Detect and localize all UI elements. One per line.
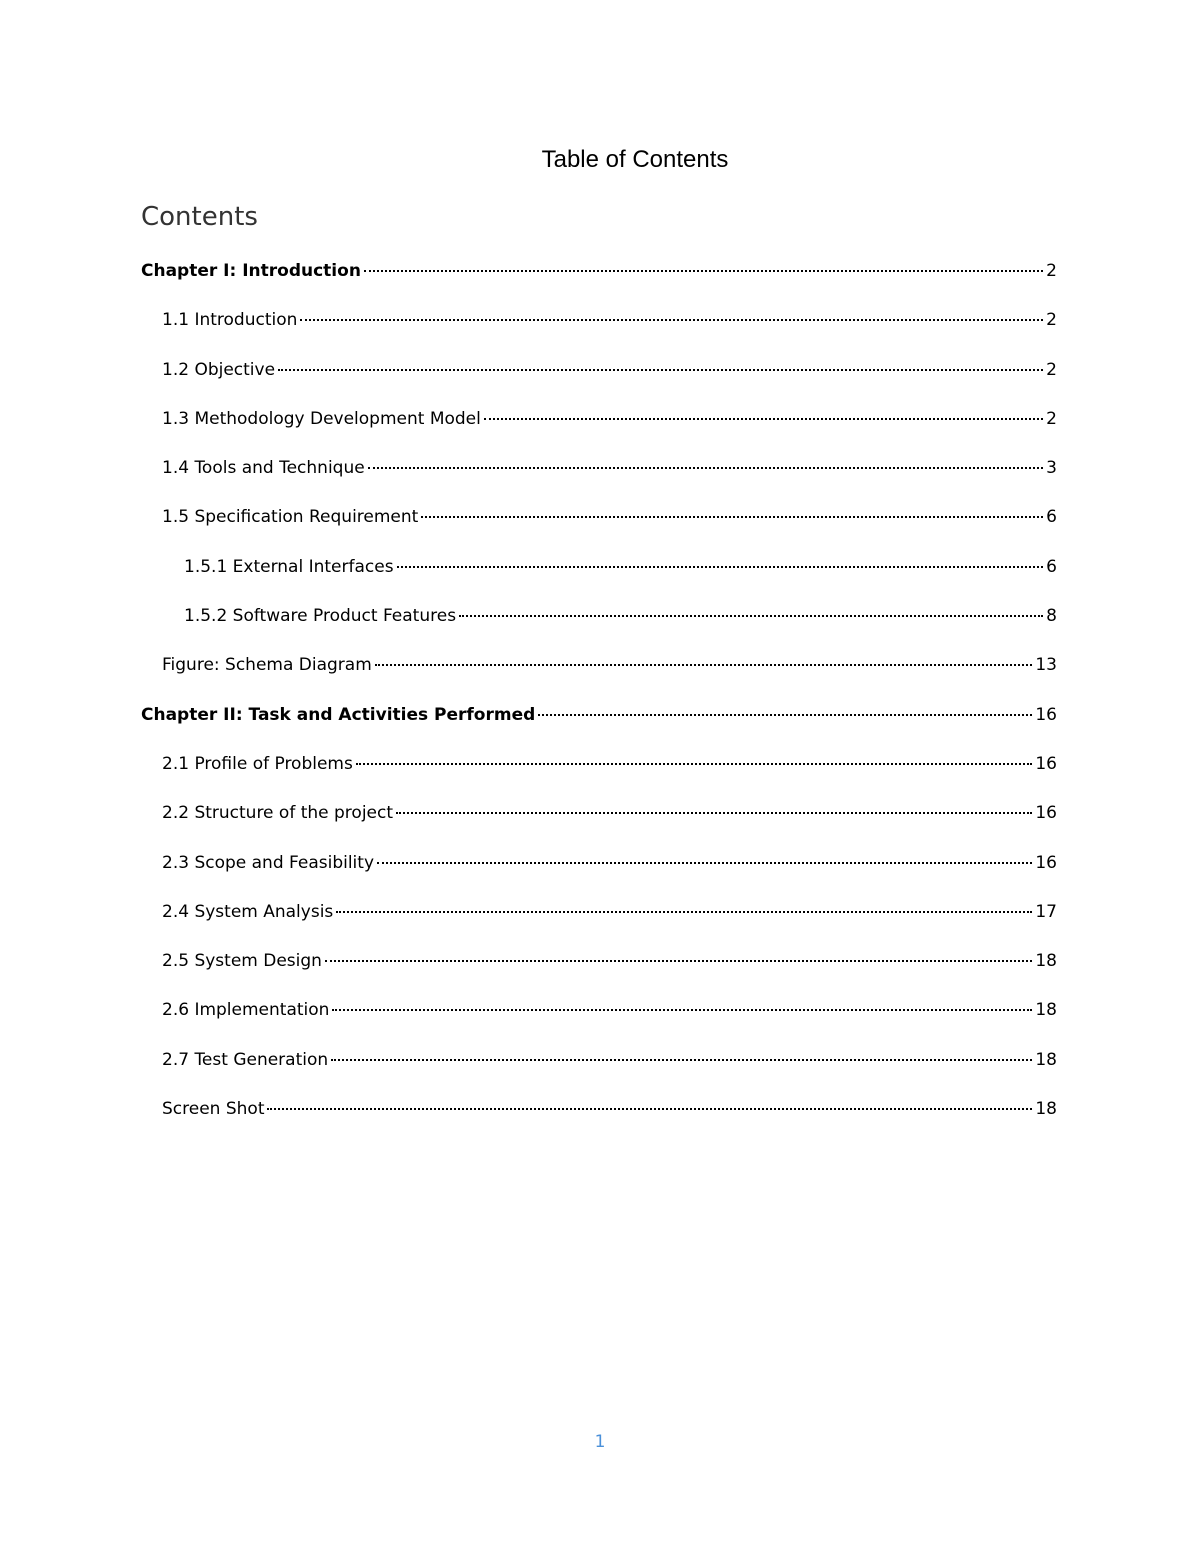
toc-dot-leader: [484, 418, 1043, 420]
toc-entry-page-number: 13: [1035, 655, 1057, 676]
toc-entry-label: Chapter II: Task and Activities Performed: [141, 704, 536, 725]
document-title: Table of Contents: [541, 146, 729, 173]
toc-entry-page-number: 16: [1035, 753, 1057, 774]
toc-entry-page-number: 2: [1046, 408, 1057, 429]
toc-dot-leader: [538, 714, 1032, 716]
toc-entry-label: 2.3 Scope and Feasibility: [162, 852, 375, 873]
toc-entry-label: 1.5.2 Software Product Features: [184, 606, 457, 627]
toc-entry-page-number: 18: [1035, 1099, 1057, 1120]
toc-entry-label: 1.5.1 External Interfaces: [184, 556, 394, 577]
toc-entry-page-number: 2: [1046, 310, 1057, 331]
toc-entry-page-number: 18: [1035, 1049, 1057, 1070]
toc-dot-leader: [397, 566, 1044, 568]
toc-entry[interactable]: [141, 403, 1057, 452]
toc-dot-leader: [421, 516, 1043, 518]
toc-entry-page-number: 8: [1046, 606, 1057, 627]
toc-entry-page-number: 16: [1035, 803, 1057, 824]
toc-entry-label: 1.1 Introduction: [162, 310, 298, 331]
toc-entry[interactable]: [141, 896, 1057, 945]
toc-dot-leader: [396, 812, 1032, 814]
toc-dot-leader: [331, 1059, 1032, 1061]
toc-entry-page-number: 3: [1046, 458, 1057, 479]
toc-dot-leader: [267, 1108, 1032, 1110]
toc-entry-page-number: 16: [1035, 704, 1057, 725]
toc-entry-label: 1.5 Specification Requirement: [162, 507, 419, 528]
toc-entry-page-number: 6: [1046, 507, 1057, 528]
toc-dot-leader: [364, 270, 1043, 272]
toc-entry[interactable]: [141, 600, 1057, 649]
toc-entry-label: Chapter I: Introduction: [141, 261, 361, 281]
toc-dot-leader: [459, 615, 1043, 617]
toc-entry[interactable]: [141, 699, 1057, 748]
toc-entry-page-number: 17: [1035, 901, 1057, 922]
toc-entry[interactable]: [141, 501, 1057, 550]
toc-dot-leader: [300, 319, 1043, 321]
toc-dot-leader: [375, 664, 1033, 666]
toc-entry-page-number: 6: [1046, 556, 1057, 577]
toc-entry[interactable]: [141, 945, 1057, 994]
toc-entry-label: Screen Shot: [162, 1099, 265, 1120]
toc-entry-page-number: 2: [1046, 359, 1057, 380]
toc-entry-label: 1.4 Tools and Technique: [162, 458, 365, 479]
toc-dot-leader: [332, 1009, 1032, 1011]
toc-dot-leader: [377, 862, 1032, 864]
toc-entry-label: 2.5 System Design: [162, 951, 322, 972]
toc-entry[interactable]: [141, 1093, 1057, 1142]
toc-entry[interactable]: [141, 649, 1057, 698]
toc-entry[interactable]: [141, 994, 1057, 1043]
toc-entry[interactable]: [141, 847, 1057, 896]
toc-dot-leader: [368, 467, 1043, 469]
toc-entry[interactable]: [141, 354, 1057, 403]
toc-entry[interactable]: [141, 551, 1057, 600]
contents-heading: Contents: [141, 202, 258, 232]
toc-entry-label: 2.2 Structure of the project: [162, 803, 394, 824]
toc-entry-label: 2.1 Profile of Problems: [162, 753, 353, 774]
toc-entry-label: 1.2 Objective: [162, 359, 276, 380]
toc-entry-page-number: 18: [1035, 1000, 1057, 1021]
toc-dot-leader: [336, 911, 1032, 913]
footer-page-number: 1: [594, 1432, 606, 1452]
toc-entry[interactable]: [141, 304, 1057, 353]
toc-dot-leader: [278, 369, 1043, 371]
toc-dot-leader: [356, 763, 1033, 765]
toc-entry[interactable]: [141, 255, 1057, 304]
toc-entry-page-number: 2: [1046, 261, 1057, 281]
toc-entry-label: Figure: Schema Diagram: [162, 655, 372, 676]
toc-entry[interactable]: [141, 797, 1057, 846]
toc-dot-leader: [325, 960, 1032, 962]
toc-entry-label: 2.4 System Analysis: [162, 901, 334, 922]
toc-entry-page-number: 18: [1035, 951, 1057, 972]
toc-entry-label: 1.3 Methodology Development Model: [162, 408, 481, 429]
toc-entry[interactable]: [141, 748, 1057, 797]
toc-entry[interactable]: [141, 1044, 1057, 1093]
toc-entry-label: 2.7 Test Generation: [162, 1049, 329, 1070]
table-of-contents: [141, 255, 1057, 1142]
toc-entry[interactable]: [141, 452, 1057, 501]
toc-entry-page-number: 16: [1035, 852, 1057, 873]
toc-entry-label: 2.6 Implementation: [162, 1000, 330, 1021]
